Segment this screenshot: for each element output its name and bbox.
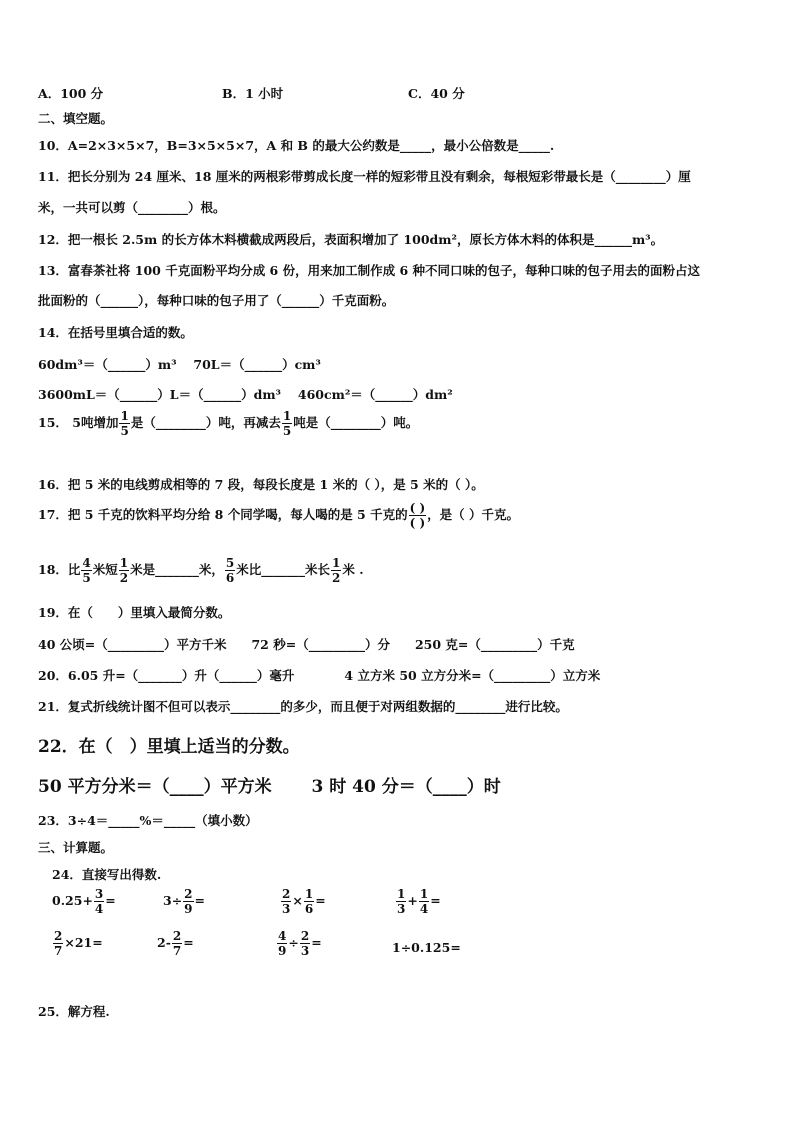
q15-text-2: 是（________）吨，再减去 bbox=[130, 415, 281, 430]
calc-2: 3÷ $\frac{2}{9}$ = bbox=[163, 887, 206, 916]
question-10: 10．A=2×3×5×7，B=3×5×5×7，A 和 B 的最大公约数是_____，最小公倍数是_____. bbox=[38, 138, 555, 153]
q15-text-1: 15． 5吨增加 bbox=[38, 415, 119, 430]
question-19-row1: 40 公顷=（_________）平方千米 72 秒=（_________）分 250 克=（_________）千克 bbox=[38, 637, 575, 652]
q18-fraction-1: $\frac{4}{5}$ bbox=[82, 556, 91, 585]
question-14-row2: 3600mL＝（______）L＝（______）dm³ 460cm²＝（______）dm² bbox=[38, 387, 453, 402]
question-16: 16．把 5 米的电线剪成相等的 7 段，每段长度是 1 米的（ ），是 5 米的（ ）。 bbox=[38, 477, 484, 492]
q18-text-2: 米短 bbox=[92, 562, 118, 577]
option-a: A．100 分 bbox=[38, 86, 104, 101]
question-20: 20．6.05 升=（_______）升（______）毫升 4 立方米 50 立方分米=（_________）立方米 bbox=[38, 668, 601, 683]
question-12: 12．把一根长 2.5m 的长方体木料横截成两段后，表面积增加了 100dm²，原长方体木料的体积是______m³。 bbox=[38, 232, 664, 247]
section-calculation: 三、计算题。 bbox=[38, 840, 114, 855]
q18-text-4: 米比_______米长 bbox=[236, 562, 331, 577]
q18-text-3: 米是_______米， bbox=[130, 562, 224, 577]
calc-5: $\frac{2}{7}$ ×21= bbox=[54, 929, 103, 958]
question-11-line2: 米，一共可以剪（________）根。 bbox=[38, 200, 226, 215]
question-11-line1: 11．把长分别为 24 厘米、18 厘米的两根彩带剪成长度一样的短彩带且没有剩余，每根短彩带最长是（________）厘 bbox=[38, 169, 691, 184]
question-23: 23．3÷4＝_____%＝_____（填小数） bbox=[38, 813, 258, 828]
question-22-row1: 50 平方分米＝（____）平方米 3 时 40 分＝（____）时 bbox=[38, 777, 501, 797]
question-19: 19．在（ ）里填入最简分数。 bbox=[38, 605, 231, 620]
question-14-row1: 60dm³＝（______）m³ 70L＝（______）cm³ bbox=[38, 357, 321, 372]
question-17 bbox=[38, 502, 519, 529]
calc-7: $\frac{4}{9}$ ÷ $\frac{2}{3}$ = bbox=[278, 929, 322, 958]
question-21: 21．复式折线统计图不但可以表示________的多少，而且便于对两组数据的________进行比较。 bbox=[38, 699, 568, 714]
q15-text-3: 吨是（________）吨。 bbox=[293, 415, 419, 430]
calc-1: 0.25+ $\frac{3}{4}$ = bbox=[52, 887, 116, 916]
question-18 bbox=[38, 557, 364, 584]
q15-fraction-1: $\frac{1}{5}$ bbox=[120, 409, 129, 438]
q17-text-2: ，是（ ）千克。 bbox=[427, 507, 520, 522]
option-b: B．1 小时 bbox=[222, 86, 284, 101]
q18-text-5: 米 . bbox=[342, 562, 364, 577]
question-13-line2: 批面粉的（______），每种口味的包子用了（______）千克面粉。 bbox=[38, 293, 395, 308]
q18-fraction-4: $\frac{1}{2}$ bbox=[332, 556, 341, 585]
section-fill-blank: 二、填空题。 bbox=[38, 111, 114, 126]
question-24: 24．直接写出得数. bbox=[52, 867, 162, 882]
question-15 bbox=[38, 410, 418, 437]
q15-fraction-2: $\frac{1}{5}$ bbox=[282, 409, 292, 438]
q17-fraction: $\frac{( )}{( )}$ bbox=[409, 501, 426, 530]
calc-6: 2- $\frac{2}{7}$ = bbox=[157, 929, 194, 958]
calc-8: 1÷0.125= bbox=[392, 940, 461, 955]
question-13-line1: 13．富春茶社将 100 千克面粉平均分成 6 份，用来加工制作成 6 种不同口味的包子，每种口味的包子用去的面粉占这 bbox=[38, 263, 700, 278]
question-14: 14．在括号里填合适的数。 bbox=[38, 325, 193, 340]
q17-text-1: 17．把 5 千克的饮料平均分给 8 个同学喝，每人喝的是 5 千克的 bbox=[38, 507, 408, 522]
q18-fraction-3: $\frac{5}{6}$ bbox=[225, 556, 235, 585]
q18-fraction-2: $\frac{1}{2}$ bbox=[119, 556, 129, 585]
q18-text-1: 18．比 bbox=[38, 562, 81, 577]
option-c: C．40 分 bbox=[408, 86, 465, 101]
calc-3: $\frac{2}{3}$ × $\frac{1}{6}$ = bbox=[282, 887, 326, 916]
calc-4: $\frac{1}{3}$ + $\frac{1}{4}$ = bbox=[397, 887, 441, 916]
question-25: 25．解方程. bbox=[38, 1004, 110, 1019]
question-22: 22．在（ ）里填上适当的分数。 bbox=[38, 737, 300, 757]
